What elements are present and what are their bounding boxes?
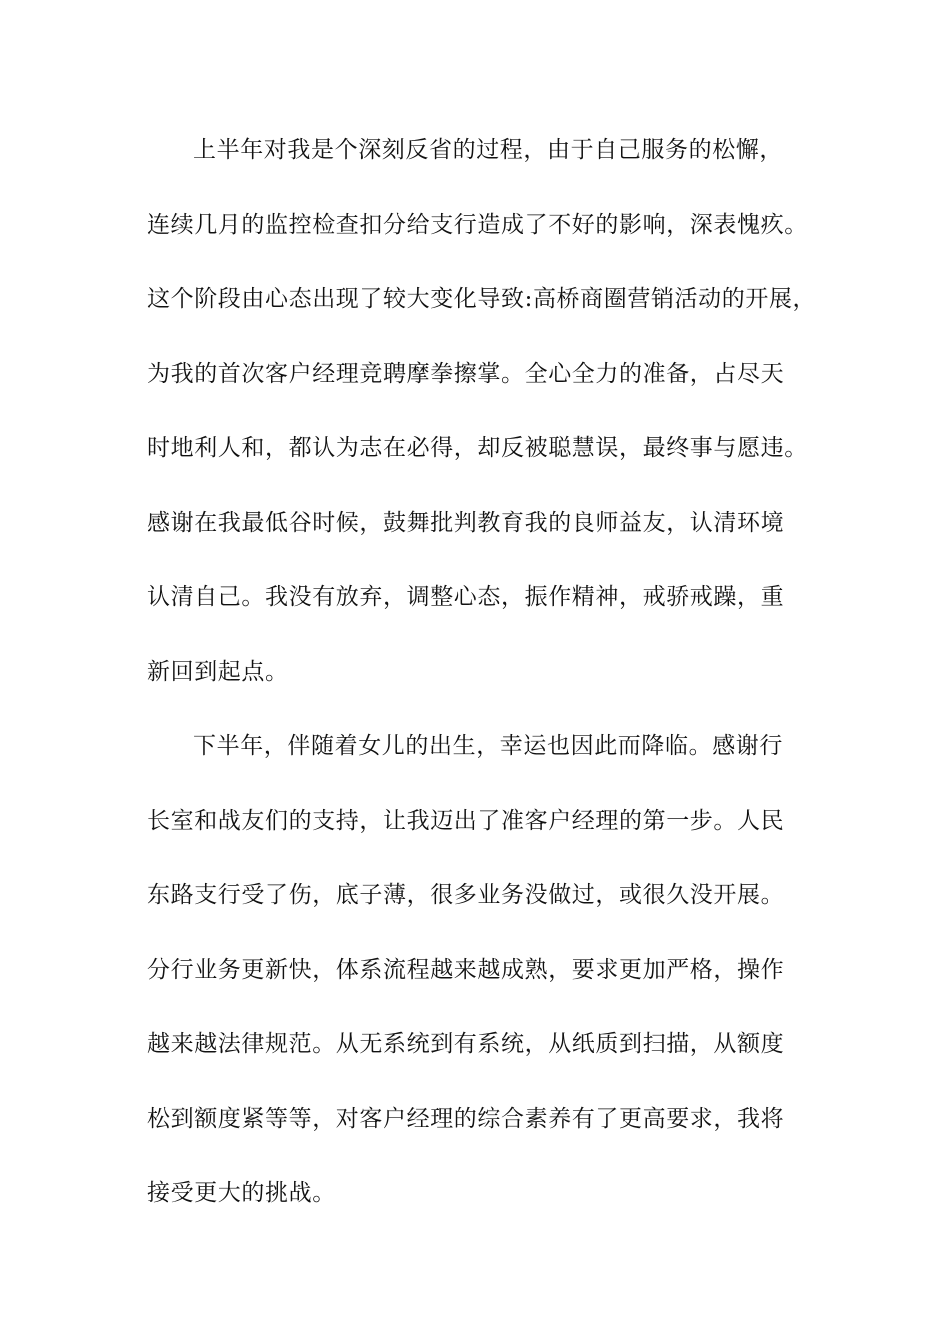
paragraph-2-line-3: 东路支行受了伤，底子薄，很多业务没做过，或很久没开展。 [147, 882, 785, 908]
document-body [147, 132, 847, 1250]
paragraph-2-line-6: 松到额度紧等等，对客户经理的综合素养有了更高要求，我将 [147, 1105, 785, 1132]
paragraph-2-line-5: 越来越法律规范。从无系统到有系统，从纸质到扫描，从额度 [147, 1031, 785, 1057]
paragraph-2-line-4: 分行业务更新快，体系流程越来越成熟，要求更加严格，操作 [147, 956, 785, 983]
paragraph-1-line-3: 这个阶段由心态出现了较大变化导致:高桥商圈营销活动的开展， [147, 286, 817, 312]
paragraph-1-line-6: 感谢在我最低谷时候，鼓舞批判教育我的良师益友，认清环境 [147, 509, 785, 536]
paragraph-1-line-2: 连续几月的监控检查扣分给支行造成了不好的影响，深表愧疚。 [147, 211, 808, 238]
paragraph-1-line-4: 为我的首次客户经理竞聘摩拳擦掌。全心全力的准备，占尽天 [147, 360, 785, 387]
paragraph-2-line-1: 下半年，伴随着女儿的出生，幸运也因此而降临。感谢行 [193, 733, 783, 759]
paragraph-1-line-1: 上半年对我是个深刻反省的过程，由于自己服务的松懈， [193, 137, 783, 163]
paragraph-1-line-8: 新回到起点。 [147, 658, 289, 685]
paragraph-2-line-2: 长室和战友们的支持，让我迈出了准客户经理的第一步。人民 [147, 807, 785, 834]
paragraph-1-line-5: 时地利人和，都认为志在必得，却反被聪慧误，最终事与愿违。 [147, 435, 808, 461]
paragraph-2-line-7: 接受更大的挑战。 [147, 1180, 336, 1206]
paragraph-1-line-7: 认清自己。我没有放弃，调整心态，振作精神，戒骄戒躁，重 [147, 584, 785, 610]
